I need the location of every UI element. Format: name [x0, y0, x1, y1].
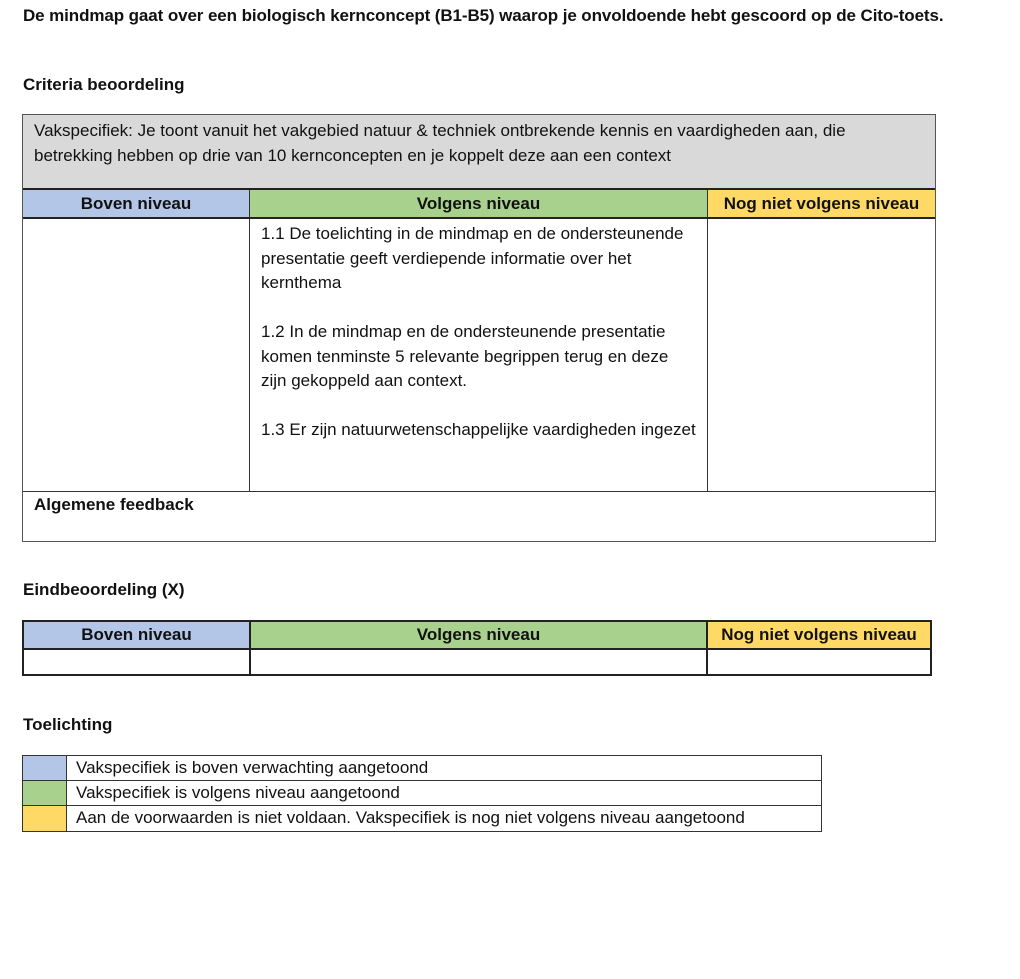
eind-header-volgens-niveau: Volgens niveau	[251, 622, 708, 648]
criteria-header-row	[23, 190, 935, 219]
legend-row-boven	[23, 756, 821, 781]
header-nog-niet-volgens-niveau: Nog niet volgens niveau	[708, 190, 935, 217]
criterion-1-3: 1.3 Er zijn natuurwetenschappelijke vaardigheden ingezet	[261, 420, 696, 439]
eindbeoordeling-table	[22, 620, 932, 676]
swatch-green	[23, 781, 67, 805]
legend-row-volgens	[23, 781, 821, 806]
criterion-1-2: 1.2 In de mindmap en de ondersteunende presentatie komen tenminste 5 relevante begrippen terug en deze zijn gekoppeld aan context.	[261, 322, 669, 390]
eind-cell-nog-niet-volgens-niveau[interactable]	[708, 650, 930, 674]
legend-text-volgens: Vakspecifiek is volgens niveau aangetoond	[76, 783, 400, 802]
cell-boven-niveau[interactable]	[23, 219, 250, 491]
intro-text: De mindmap gaat over een biologisch kernconcept (B1-B5) waarop je onvoldoende hebt gescoord op de Cito-toets.	[23, 6, 944, 25]
swatch-yellow	[23, 806, 67, 831]
header-volgens-niveau: Volgens niveau	[250, 190, 708, 217]
criteria-body-row	[23, 219, 935, 492]
eind-header-nog-niet-volgens-niveau: Nog niet volgens niveau	[708, 622, 930, 648]
header-boven-niveau: Boven niveau	[23, 190, 250, 217]
eind-header-boven-niveau: Boven niveau	[24, 622, 251, 648]
eind-body-row	[24, 650, 930, 674]
legend-text-boven: Vakspecifiek is boven verwachting aangetoond	[76, 758, 429, 777]
criteria-heading: Criteria beoordeling	[23, 75, 185, 94]
general-feedback-cell[interactable]	[23, 492, 935, 541]
toelichting-heading: Toelichting	[23, 715, 113, 734]
toelichting-legend	[22, 755, 822, 832]
eindbeoordeling-heading: Eindbeoordeling (X)	[23, 580, 185, 599]
criteria-description: Vakspecifiek: Je toont vanuit het vakgebied natuur & techniek ontbrekende kennis en vaardigheden aan, die betrekking hebben op drie van 10 kernconcepten en je koppelt deze aan een context	[23, 115, 935, 190]
legend-row-nog-niet	[23, 806, 821, 831]
general-feedback-label: Algemene feedback	[34, 495, 194, 514]
legend-text-nog-niet: Aan de voorwaarden is niet voldaan. Vakspecifiek is nog niet volgens niveau aangetoond	[76, 808, 745, 827]
cell-nog-niet-volgens-niveau[interactable]	[708, 219, 935, 491]
criterion-1-1: 1.1 De toelichting in de mindmap en de ondersteunende presentatie geeft verdiepende informatie over het kernthema	[261, 224, 684, 292]
eind-cell-volgens-niveau[interactable]	[251, 650, 708, 674]
eind-cell-boven-niveau[interactable]	[24, 650, 251, 674]
criteria-table	[22, 114, 936, 542]
swatch-blue	[23, 756, 67, 780]
cell-volgens-niveau	[250, 219, 708, 491]
eind-header-row	[24, 622, 930, 650]
